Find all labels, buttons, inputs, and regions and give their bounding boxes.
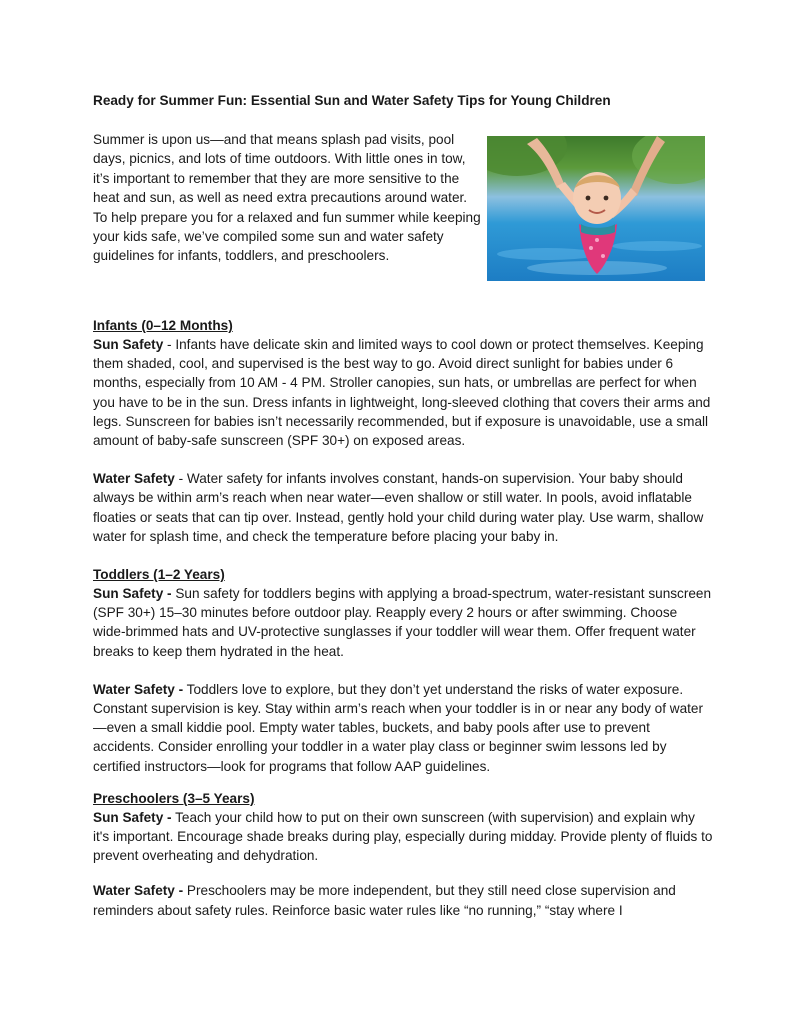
preschoolers-water-text: Preschoolers may be more independent, but they still need close supervision and reminders about safety rules. Reinforce basic water rules like “no running,” “stay where I (93, 883, 676, 918)
preschoolers-sun-text: Teach your child how to put on their own sunscreen (with supervision) and explain why it's important. Encourage shade breaks during play, especially during midday. Provide plenty of fluids to prevent overheating and dehydration. (93, 809, 713, 864)
infants-water-text: - Water safety for infants involves constant, hands-on supervision. Your baby should always be within arm’s reach when near water—even shallow or still water. In pools, avoid inflatable floaties or seats that can tip over. Instead, gently hold your child during water play. Use warm, shallow water for splash time, and check the temperature before placing your baby in. (93, 471, 704, 544)
infants-water-label: Water Safety (93, 471, 175, 487)
section-heading-preschoolers: Preschoolers (3–5 Years) (93, 790, 255, 806)
toddlers-water-text: Toddlers love to explore, but they don’t yet understand the risks of water exposure. Constant supervision is key. Stay within arm’s reach when your toddler is in or near any body of water—even a small kiddie pool. Empty water tables, buckets, and baby pools after use to prevent accidents. Consider enrolling your toddler in a water play class or beginner swim lessons led by certified instructors—look for programs that follow AAP guidelines. (93, 681, 703, 774)
toddlers-water-safety (93, 680, 713, 776)
toddlers-water-label: Water Safety - (93, 681, 184, 697)
intro-paragraph: Summer is upon us—and that means splash pad visits, pool days, picnics, and lots of time outdoors. With little ones in tow, it’s important to remember that they are more sensitive to the heat and sun, as well as need extra precautions around water. To help prepare you for a relaxed and fun summer while keeping your kids safe, we’ve compiled some sun and water safety guidelines for infants, toddlers, and preschoolers. (93, 132, 481, 264)
toddlers-sun-safety (93, 584, 713, 661)
infants-sun-safety (93, 335, 713, 450)
infants-water-safety (93, 469, 713, 546)
preschoolers-sun-safety (93, 808, 713, 866)
section-heading-infants: Infants (0–12 Months) (93, 318, 233, 333)
toddlers-sun-text: Sun safety for toddlers begins with applying a broad-spectrum, water-resistant sunscreen (SPF 30+) 15–30 minutes before outdoor play. Reapply every 2 hours or after swimming. Choose wide-brimmed hats and UV-protective sunglasses if your toddler will wear them. Offer frequent water breaks to keep them hydrated in the heat. (93, 586, 712, 659)
photo-toddler-in-pool (487, 136, 705, 281)
infants-sun-text: - Infants have delicate skin and limited ways to cool down or protect themselves. Keeping them shaded, cool, and supervised is the best way to go. Avoid direct sunlight for babies under 6 months, especially from 10 AM - 4 PM. Stroller canopies, sun hats, or umbrellas are perfect for when you have to be in the sun. Dress infants in lightweight, long-sleeved clothing that covers their arms and legs. Sunscreen for babies isn’t necessarily recommended, but if exposure is unavoidable, use a small amount of baby-safe sunscreen (SPF 30+) on exposed areas. (93, 337, 711, 449)
photo-illustration (487, 136, 705, 281)
preschoolers-sun-label: Sun Safety - (93, 809, 172, 825)
preschoolers-water-safety (93, 881, 713, 919)
toddlers-sun-label: Sun Safety - (93, 586, 172, 602)
preschoolers-water-label: Water Safety - (93, 883, 184, 899)
section-heading-toddlers: Toddlers (1–2 Years) (93, 567, 225, 583)
document-page (93, 91, 713, 920)
intro-block (93, 130, 713, 316)
infants-sun-label: Sun Safety (93, 337, 164, 352)
document-title: Ready for Summer Fun: Essential Sun and Water Safety Tips for Young Children (93, 93, 611, 108)
